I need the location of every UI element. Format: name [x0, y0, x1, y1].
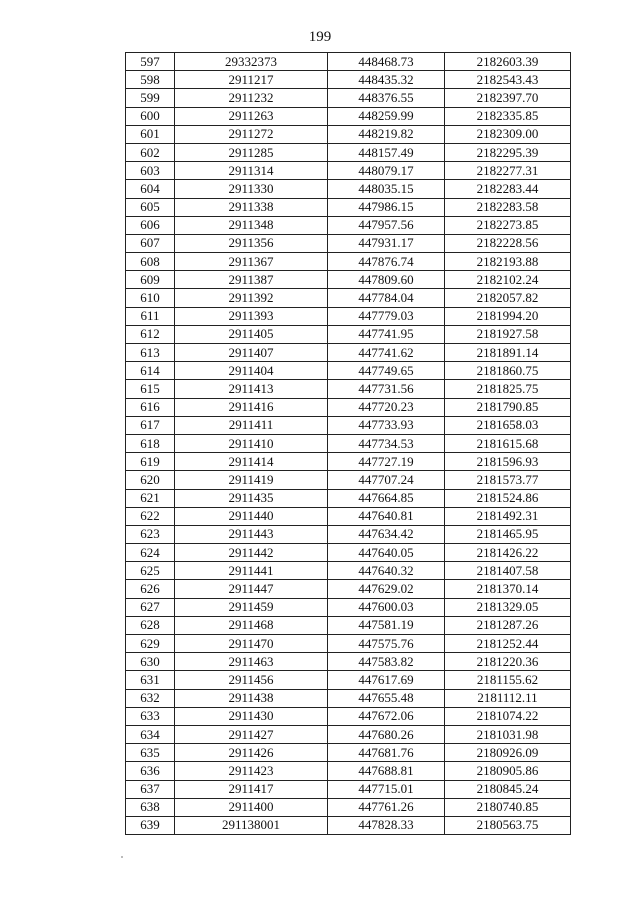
table-row	[126, 143, 571, 161]
table-row	[126, 216, 571, 234]
row-number-cell: 611	[126, 307, 175, 325]
x-coordinate-cell: 448259.99	[328, 107, 445, 125]
row-number-cell: 637	[126, 780, 175, 798]
x-coordinate-cell: 447680.26	[328, 725, 445, 743]
point-id-cell: 2911443	[175, 525, 328, 543]
y-coordinate-cell: 2181596.93	[445, 453, 571, 471]
point-id-cell: 2911356	[175, 234, 328, 252]
x-coordinate-cell: 447581.19	[328, 616, 445, 634]
point-id-cell: 2911456	[175, 671, 328, 689]
x-coordinate-cell: 447761.26	[328, 798, 445, 816]
x-coordinate-cell: 447876.74	[328, 253, 445, 271]
point-id-cell: 291138001	[175, 816, 328, 834]
table-row	[126, 307, 571, 325]
y-coordinate-cell: 2182057.82	[445, 289, 571, 307]
y-coordinate-cell: 2181658.03	[445, 416, 571, 434]
table-row	[126, 380, 571, 398]
point-id-cell: 2911392	[175, 289, 328, 307]
x-coordinate-cell: 447672.06	[328, 707, 445, 725]
point-id-cell: 2911272	[175, 125, 328, 143]
row-number-cell: 633	[126, 707, 175, 725]
row-number-cell: 608	[126, 253, 175, 271]
table-row	[126, 544, 571, 562]
y-coordinate-cell: 2182277.31	[445, 162, 571, 180]
x-coordinate-cell: 447741.62	[328, 344, 445, 362]
point-id-cell: 2911411	[175, 416, 328, 434]
table-row	[126, 598, 571, 616]
row-number-cell: 615	[126, 380, 175, 398]
y-coordinate-cell: 2181860.75	[445, 362, 571, 380]
point-id-cell: 2911314	[175, 162, 328, 180]
point-id-cell: 2911413	[175, 380, 328, 398]
table-row	[126, 489, 571, 507]
y-coordinate-cell: 2180926.09	[445, 744, 571, 762]
point-id-cell: 2911338	[175, 198, 328, 216]
table-row	[126, 762, 571, 780]
point-id-cell: 2911447	[175, 580, 328, 598]
point-id-cell: 2911263	[175, 107, 328, 125]
coordinates-table-body	[126, 53, 571, 835]
table-row	[126, 671, 571, 689]
x-coordinate-cell: 447828.33	[328, 816, 445, 834]
y-coordinate-cell: 2181370.14	[445, 580, 571, 598]
x-coordinate-cell: 447640.05	[328, 544, 445, 562]
table-row	[126, 162, 571, 180]
row-number-cell: 631	[126, 671, 175, 689]
row-number-cell: 621	[126, 489, 175, 507]
y-coordinate-cell: 2181220.36	[445, 653, 571, 671]
margin-mark	[121, 856, 123, 858]
point-id-cell: 2911414	[175, 453, 328, 471]
point-id-cell: 2911232	[175, 89, 328, 107]
point-id-cell: 2911463	[175, 653, 328, 671]
y-coordinate-cell: 2180905.86	[445, 762, 571, 780]
table-row	[126, 234, 571, 252]
row-number-cell: 629	[126, 635, 175, 653]
x-coordinate-cell: 447617.69	[328, 671, 445, 689]
row-number-cell: 630	[126, 653, 175, 671]
row-number-cell: 632	[126, 689, 175, 707]
y-coordinate-cell: 2182335.85	[445, 107, 571, 125]
x-coordinate-cell: 447664.85	[328, 489, 445, 507]
row-number-cell: 623	[126, 525, 175, 543]
row-number-cell: 604	[126, 180, 175, 198]
x-coordinate-cell: 448157.49	[328, 143, 445, 161]
row-number-cell: 617	[126, 416, 175, 434]
table-row	[126, 689, 571, 707]
x-coordinate-cell: 447600.03	[328, 598, 445, 616]
table-row	[126, 344, 571, 362]
x-coordinate-cell: 447741.95	[328, 325, 445, 343]
y-coordinate-cell: 2182543.43	[445, 71, 571, 89]
row-number-cell: 638	[126, 798, 175, 816]
table-row	[126, 253, 571, 271]
x-coordinate-cell: 448079.17	[328, 162, 445, 180]
row-number-cell: 627	[126, 598, 175, 616]
x-coordinate-cell: 447986.15	[328, 198, 445, 216]
row-number-cell: 597	[126, 53, 175, 71]
x-coordinate-cell: 448219.82	[328, 125, 445, 143]
row-number-cell: 626	[126, 580, 175, 598]
point-id-cell: 2911348	[175, 216, 328, 234]
x-coordinate-cell: 447655.48	[328, 689, 445, 707]
x-coordinate-cell: 448376.55	[328, 89, 445, 107]
y-coordinate-cell: 2181329.05	[445, 598, 571, 616]
row-number-cell: 616	[126, 398, 175, 416]
point-id-cell: 2911459	[175, 598, 328, 616]
point-id-cell: 2911470	[175, 635, 328, 653]
row-number-cell: 605	[126, 198, 175, 216]
y-coordinate-cell: 2181927.58	[445, 325, 571, 343]
point-id-cell: 2911400	[175, 798, 328, 816]
row-number-cell: 606	[126, 216, 175, 234]
row-number-cell: 619	[126, 453, 175, 471]
table-row	[126, 107, 571, 125]
table-row	[126, 434, 571, 452]
y-coordinate-cell: 2182228.56	[445, 234, 571, 252]
y-coordinate-cell: 2181790.85	[445, 398, 571, 416]
point-id-cell: 2911393	[175, 307, 328, 325]
y-coordinate-cell: 2181426.22	[445, 544, 571, 562]
table-row	[126, 780, 571, 798]
x-coordinate-cell: 447629.02	[328, 580, 445, 598]
point-id-cell: 2911285	[175, 143, 328, 161]
table-row	[126, 580, 571, 598]
table-row	[126, 707, 571, 725]
x-coordinate-cell: 447715.01	[328, 780, 445, 798]
y-coordinate-cell: 2181112.11	[445, 689, 571, 707]
y-coordinate-cell: 2181573.77	[445, 471, 571, 489]
point-id-cell: 2911440	[175, 507, 328, 525]
point-id-cell: 2911330	[175, 180, 328, 198]
point-id-cell: 2911405	[175, 325, 328, 343]
x-coordinate-cell: 447957.56	[328, 216, 445, 234]
y-coordinate-cell: 2181492.31	[445, 507, 571, 525]
table-row	[126, 362, 571, 380]
y-coordinate-cell: 2181031.98	[445, 725, 571, 743]
y-coordinate-cell: 2182603.39	[445, 53, 571, 71]
table-row	[126, 525, 571, 543]
row-number-cell: 614	[126, 362, 175, 380]
table-row	[126, 398, 571, 416]
row-number-cell: 625	[126, 562, 175, 580]
table-row	[126, 616, 571, 634]
point-id-cell: 2911468	[175, 616, 328, 634]
table-row	[126, 180, 571, 198]
table-row	[126, 725, 571, 743]
row-number-cell: 610	[126, 289, 175, 307]
y-coordinate-cell: 2181074.22	[445, 707, 571, 725]
x-coordinate-cell: 447734.53	[328, 434, 445, 452]
x-coordinate-cell: 447688.81	[328, 762, 445, 780]
row-number-cell: 612	[126, 325, 175, 343]
row-number-cell: 603	[126, 162, 175, 180]
table-row	[126, 798, 571, 816]
y-coordinate-cell: 2181465.95	[445, 525, 571, 543]
row-number-cell: 628	[126, 616, 175, 634]
table-row	[126, 635, 571, 653]
row-number-cell: 620	[126, 471, 175, 489]
row-number-cell: 618	[126, 434, 175, 452]
y-coordinate-cell: 2182309.00	[445, 125, 571, 143]
row-number-cell: 624	[126, 544, 175, 562]
point-id-cell: 2911435	[175, 489, 328, 507]
y-coordinate-cell: 2182283.44	[445, 180, 571, 198]
y-coordinate-cell: 2181994.20	[445, 307, 571, 325]
point-id-cell: 2911430	[175, 707, 328, 725]
point-id-cell: 2911419	[175, 471, 328, 489]
point-id-cell: 2911438	[175, 689, 328, 707]
point-id-cell: 2911407	[175, 344, 328, 362]
point-id-cell: 2911217	[175, 71, 328, 89]
point-id-cell: 2911427	[175, 725, 328, 743]
y-coordinate-cell: 2182397.70	[445, 89, 571, 107]
x-coordinate-cell: 447640.81	[328, 507, 445, 525]
table-row	[126, 653, 571, 671]
row-number-cell: 601	[126, 125, 175, 143]
x-coordinate-cell: 447809.60	[328, 271, 445, 289]
y-coordinate-cell: 2181407.58	[445, 562, 571, 580]
x-coordinate-cell: 447733.93	[328, 416, 445, 434]
x-coordinate-cell: 447634.42	[328, 525, 445, 543]
table-row	[126, 125, 571, 143]
table-row	[126, 271, 571, 289]
y-coordinate-cell: 2182273.85	[445, 216, 571, 234]
point-id-cell: 2911404	[175, 362, 328, 380]
point-id-cell: 2911423	[175, 762, 328, 780]
y-coordinate-cell: 2180740.85	[445, 798, 571, 816]
x-coordinate-cell: 447779.03	[328, 307, 445, 325]
x-coordinate-cell: 447707.24	[328, 471, 445, 489]
table-row	[126, 453, 571, 471]
y-coordinate-cell: 2181155.62	[445, 671, 571, 689]
table-row	[126, 507, 571, 525]
y-coordinate-cell: 2181287.26	[445, 616, 571, 634]
x-coordinate-cell: 447640.32	[328, 562, 445, 580]
y-coordinate-cell: 2182283.58	[445, 198, 571, 216]
table-row	[126, 53, 571, 71]
y-coordinate-cell: 2180563.75	[445, 816, 571, 834]
x-coordinate-cell: 447731.56	[328, 380, 445, 398]
point-id-cell: 2911367	[175, 253, 328, 271]
point-id-cell: 2911410	[175, 434, 328, 452]
y-coordinate-cell: 2181252.44	[445, 635, 571, 653]
y-coordinate-cell: 2181891.14	[445, 344, 571, 362]
row-number-cell: 613	[126, 344, 175, 362]
point-id-cell: 2911442	[175, 544, 328, 562]
table-row	[126, 562, 571, 580]
table-row	[126, 325, 571, 343]
x-coordinate-cell: 448035.15	[328, 180, 445, 198]
row-number-cell: 609	[126, 271, 175, 289]
row-number-cell: 622	[126, 507, 175, 525]
row-number-cell: 639	[126, 816, 175, 834]
row-number-cell: 636	[126, 762, 175, 780]
table-row	[126, 744, 571, 762]
x-coordinate-cell: 447727.19	[328, 453, 445, 471]
x-coordinate-cell: 447931.17	[328, 234, 445, 252]
table-row	[126, 471, 571, 489]
x-coordinate-cell: 448468.73	[328, 53, 445, 71]
x-coordinate-cell: 447720.23	[328, 398, 445, 416]
table-row	[126, 198, 571, 216]
x-coordinate-cell: 447784.04	[328, 289, 445, 307]
point-id-cell: 2911387	[175, 271, 328, 289]
point-id-cell: 2911441	[175, 562, 328, 580]
row-number-cell: 634	[126, 725, 175, 743]
row-number-cell: 602	[126, 143, 175, 161]
x-coordinate-cell: 448435.32	[328, 71, 445, 89]
x-coordinate-cell: 447749.65	[328, 362, 445, 380]
y-coordinate-cell: 2181825.75	[445, 380, 571, 398]
row-number-cell: 599	[126, 89, 175, 107]
point-id-cell: 2911416	[175, 398, 328, 416]
x-coordinate-cell: 447583.82	[328, 653, 445, 671]
point-id-cell: 29332373	[175, 53, 328, 71]
table-row	[126, 89, 571, 107]
table-row	[126, 71, 571, 89]
x-coordinate-cell: 447575.76	[328, 635, 445, 653]
y-coordinate-cell: 2182295.39	[445, 143, 571, 161]
y-coordinate-cell: 2182193.88	[445, 253, 571, 271]
table-row	[126, 816, 571, 834]
y-coordinate-cell: 2180845.24	[445, 780, 571, 798]
row-number-cell: 598	[126, 71, 175, 89]
x-coordinate-cell: 447681.76	[328, 744, 445, 762]
page-number: 199	[308, 29, 332, 45]
table-row	[126, 416, 571, 434]
y-coordinate-cell: 2181524.86	[445, 489, 571, 507]
row-number-cell: 600	[126, 107, 175, 125]
point-id-cell: 2911417	[175, 780, 328, 798]
row-number-cell: 607	[126, 234, 175, 252]
y-coordinate-cell: 2181615.68	[445, 434, 571, 452]
table-row	[126, 289, 571, 307]
row-number-cell: 635	[126, 744, 175, 762]
point-id-cell: 2911426	[175, 744, 328, 762]
y-coordinate-cell: 2182102.24	[445, 271, 571, 289]
coordinates-table	[125, 52, 571, 835]
